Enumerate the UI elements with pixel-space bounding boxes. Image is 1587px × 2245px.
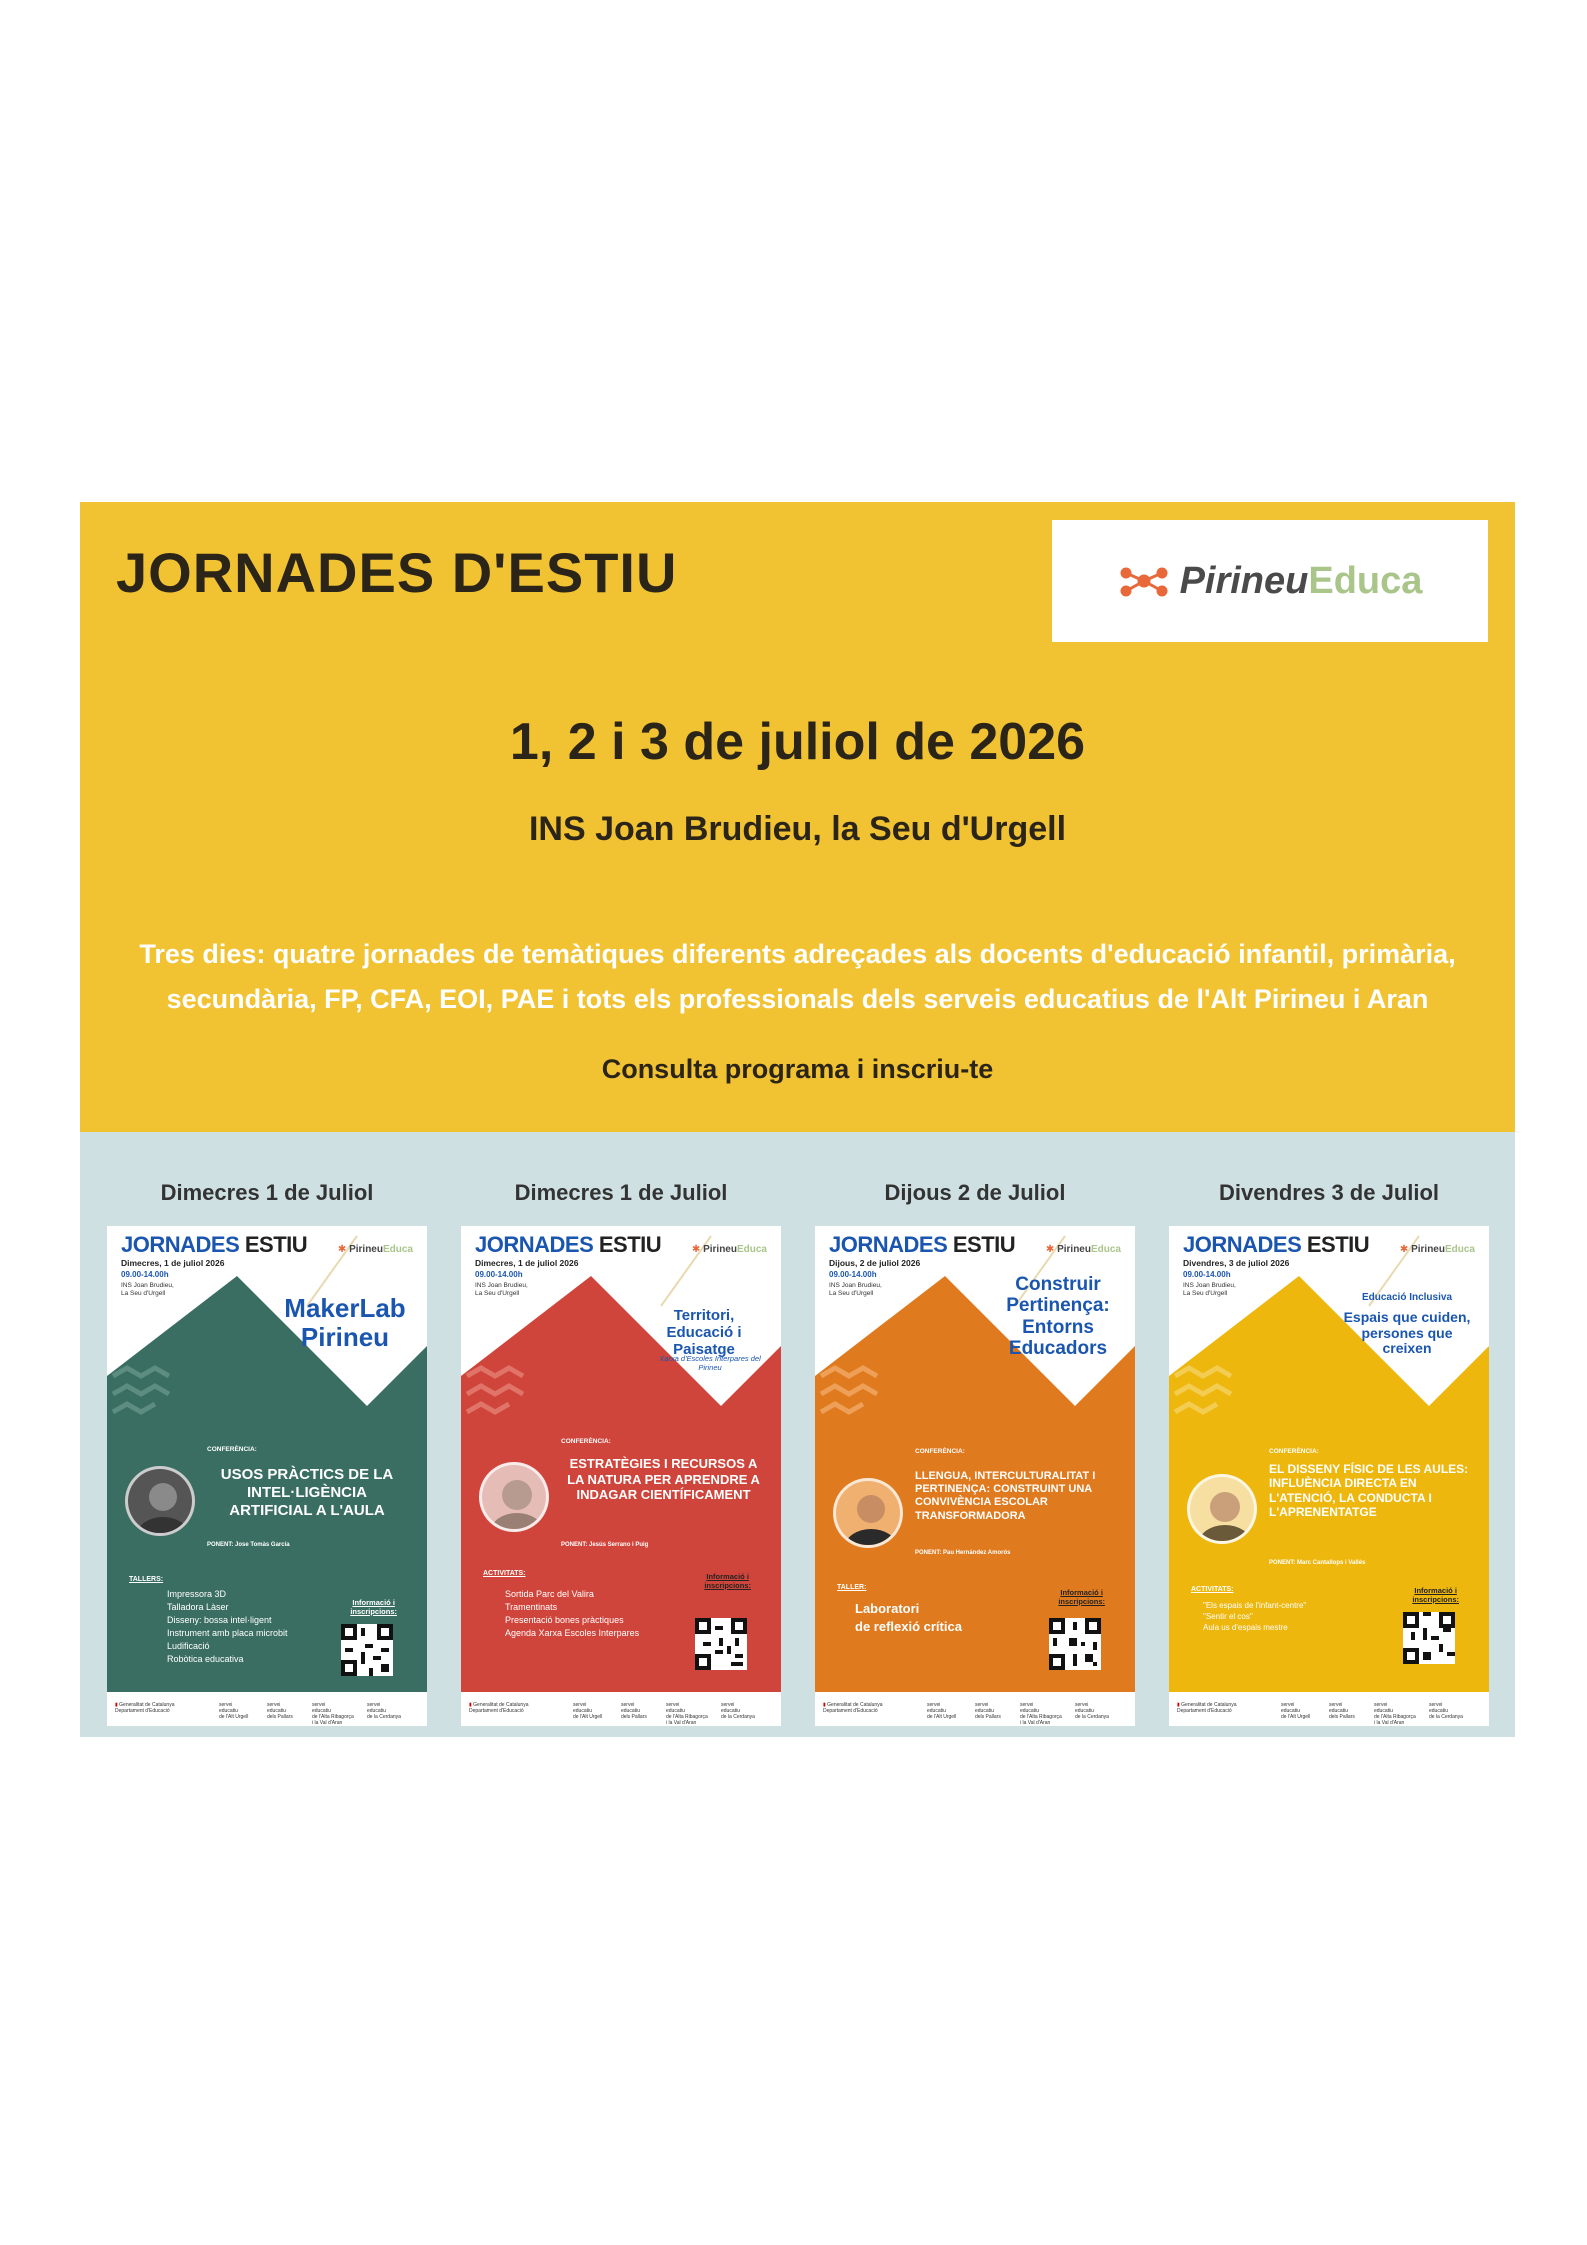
poster-theme: Territori, Educació i Paisatge (666, 1307, 742, 1358)
service-logo: servei educatiu dels Pallars (621, 1702, 647, 1720)
poster-footer (1169, 1692, 1489, 1726)
poster-title-b: ESTIU (1306, 1232, 1370, 1257)
poster-makerlab[interactable] (107, 1226, 427, 1726)
poster-title-a: JORNADES (829, 1232, 948, 1257)
poster-time: 09.00-14.00h (829, 1270, 877, 1279)
activity-item: Impressora 3D (167, 1589, 227, 1599)
poster-theme: Construir Pertinença: Entorns Educadors (1006, 1274, 1110, 1359)
service-logo: servei educatiu de l'Alta Ribagorça i la Val d'Aran (312, 1702, 354, 1726)
activity-item: de reflexió crítica (855, 1619, 962, 1634)
poster-activities (505, 1588, 639, 1640)
poster-conf-label: CONFERÈNCIA: (1269, 1448, 1319, 1455)
gencat-text: Generalitat de Catalunya Departament d'Educació (115, 1702, 175, 1714)
poster-talk: LLENGUA, INTERCULTURALITAT I PERTINENÇA: CONSTRUINT UNA CONVIVÈNCIA ESCOLAR TRANSFORMADORA (915, 1470, 1096, 1522)
service-logo: servei educatiu dels Pallars (975, 1702, 1001, 1720)
program-link[interactable]: Consulta programa i inscriu-te (601, 1054, 994, 1084)
poster-activities-label: ACTIVITATS: (1191, 1586, 1234, 1593)
poster-title-a: JORNADES (121, 1232, 240, 1257)
poster-place: INS Joan Brudieu, La Seu d'Urgell (121, 1282, 174, 1297)
poster-day: Divendres 3 de Juliol (1218, 1180, 1440, 1205)
logo-accent: Educa (1308, 559, 1423, 602)
poster-footer (461, 1692, 781, 1726)
gencat-logo: ▮ Generalitat de Catalunya Departament d'Educació (1177, 1702, 1237, 1714)
qr-code-icon[interactable] (1403, 1612, 1455, 1664)
poster-activities (855, 1600, 962, 1636)
poster-theme-pre: Educació Inclusiva (1361, 1292, 1453, 1303)
event-banner (80, 502, 1515, 1737)
poster-activities-label: TALLERS: (129, 1576, 164, 1583)
poster-place: INS Joan Brudieu, La Seu d'Urgell (829, 1282, 882, 1297)
poster-date: Dimecres, 1 de juliol 2026 (475, 1258, 579, 1268)
poster-place: INS Joan Brudieu, La Seu d'Urgell (475, 1282, 528, 1297)
service-logo: servei educatiu dels Pallars (267, 1702, 293, 1720)
service-logo: servei educatiu dels Pallars (1329, 1702, 1355, 1720)
qr-code-icon[interactable] (341, 1624, 393, 1676)
poster-title-a: JORNADES (1183, 1232, 1302, 1257)
poster-talk: USOS PRÀCTICS DE LA INTEL·LIGÈNCIA ARTIFICIAL A L'AULA (220, 1466, 394, 1519)
poster-logo-accent: Educa (382, 1244, 413, 1255)
poster-logo-main: Pirineu (703, 1244, 737, 1255)
poster-place: INS Joan Brudieu, La Seu d'Urgell (1183, 1282, 1236, 1297)
poster-info-label: Informació i inscripcions: (350, 1598, 397, 1616)
service-logo: servei educatiu de l'Alt Urgell (573, 1702, 603, 1720)
gencat-logo: ▮ Generalitat de Catalunya Departament d'Educació (469, 1702, 529, 1714)
poster-logo-accent: Educa (736, 1244, 767, 1255)
poster-time: 09.00-14.00h (475, 1270, 523, 1279)
poster-date: Divendres, 3 de juliol 2026 (1183, 1258, 1290, 1268)
poster-speaker: PONENT: Jose Tomàs Garcia (207, 1542, 290, 1548)
poster-conf-label: CONFERÈNCIA: (915, 1448, 965, 1455)
poster-logo-accent: Educa (1090, 1244, 1121, 1255)
poster-title (1183, 1232, 1369, 1258)
poster-day: Dijous 2 de Juliol (884, 1180, 1066, 1205)
service-logo: servei educatiu de l'Alta Ribagorça i la Val d'Aran (666, 1702, 708, 1726)
poster-time: 09.00-14.00h (1183, 1270, 1231, 1279)
gencat-text: Generalitat de Catalunya Departament d'Educació (469, 1702, 529, 1714)
poster-date: Dimecres, 1 de juliol 2026 (121, 1258, 225, 1268)
service-logo: servei educatiu de la Cerdanya (1075, 1702, 1109, 1720)
poster-territori[interactable] (461, 1226, 781, 1726)
network-icon (1118, 563, 1170, 599)
gencat-logo: ▮ Generalitat de Catalunya Departament d'Educació (115, 1702, 175, 1714)
poster-logo: ✱ PirineuEduca (1045, 1244, 1121, 1255)
poster-logo: ✱ PirineuEduca (691, 1244, 767, 1255)
poster-conf-label: CONFERÈNCIA: (207, 1446, 257, 1453)
poster-info-label: Informació i inscripcions: (1412, 1586, 1459, 1604)
service-logo: servei educatiu de l'Alt Urgell (219, 1702, 249, 1720)
poster-theme: Espais que cuiden, persones que creixen (1343, 1309, 1471, 1357)
poster-talk: ESTRATÈGIES I RECURSOS A LA NATURA PER APRENDRE A INDAGAR CIENTÍFICAMENT (567, 1456, 760, 1503)
activity-item: Tramentinats (505, 1602, 558, 1612)
pirineu-educa-logo (1052, 520, 1488, 642)
activity-item: Aula us d'espais mestre (1203, 1623, 1288, 1632)
poster-pertinenca[interactable] (815, 1226, 1135, 1726)
poster-theme-sub: Xarxa d'Escoles Interpares del Pirineu (659, 1354, 761, 1372)
activity-item: Sortida Parc del Valira (505, 1589, 594, 1599)
event-description: Tres dies: quatre jornades de temàtiques diferents adreçades als docents d'educació infantil, primària, secundària, FP, CFA, EOI, PAE i tots els professionals dels serveis educatius de l'Alt Pirineu i Aran (139, 939, 1456, 1014)
speaker-photo (479, 1462, 549, 1532)
service-logo: servei educatiu de l'Alt Urgell (1281, 1702, 1311, 1720)
qr-code-icon[interactable] (695, 1618, 747, 1670)
service-logo: servei educatiu de l'Alt Urgell (927, 1702, 957, 1720)
poster-title-b: ESTIU (598, 1232, 662, 1257)
activity-item: "Els espais de l'infant-centre" (1203, 1601, 1307, 1610)
service-logo: servei educatiu de la Cerdanya (1429, 1702, 1463, 1720)
activity-item: Laboratori (855, 1601, 920, 1616)
qr-code-icon[interactable] (1049, 1618, 1101, 1670)
poster-logo-main: Pirineu (1411, 1244, 1445, 1255)
poster-speaker: PONENT: Pau Hernández Amorós (915, 1550, 1011, 1556)
gencat-text: Generalitat de Catalunya Departament d'Educació (1177, 1702, 1237, 1714)
poster-logo: ✱ PirineuEduca (1399, 1244, 1475, 1255)
event-dates: 1, 2 i 3 de juliol de 2026 (509, 713, 1086, 771)
poster-logo-accent: Educa (1444, 1244, 1475, 1255)
gencat-text: Generalitat de Catalunya Departament d'Educació (823, 1702, 883, 1714)
activity-item: "Sentir el cos" (1203, 1612, 1253, 1621)
event-venue: INS Joan Brudieu, la Seu d'Urgell (528, 810, 1067, 848)
activity-item: Instrument amb placa microbit (167, 1628, 288, 1638)
poster-activities-label: ACTIVITATS: (483, 1570, 526, 1577)
poster-activities (1203, 1600, 1306, 1633)
logo-text: Pirineu (1179, 559, 1309, 602)
poster-footer (815, 1692, 1135, 1726)
activity-item: Agenda Xarxa Escoles Interpares (505, 1628, 640, 1638)
poster-title (475, 1232, 661, 1258)
page-title: JORNADES D'ESTIU (116, 541, 678, 604)
poster-activities-label: TALLER: (837, 1584, 867, 1591)
posters-panel (80, 1132, 1515, 1737)
service-logo: servei educatiu de la Cerdanya (721, 1702, 755, 1720)
poster-date: Dijous, 2 de juliol 2026 (829, 1258, 921, 1268)
poster-day: Dimecres 1 de Juliol (514, 1180, 728, 1205)
poster-speaker: PONENT: Marc Cantallops i Vallès (1269, 1560, 1366, 1566)
poster-title-b: ESTIU (244, 1232, 308, 1257)
poster-theme: MakerLab Pirineu (284, 1293, 406, 1353)
service-logo: servei educatiu de l'Alta Ribagorça i la Val d'Aran (1020, 1702, 1062, 1726)
activity-item: Disseny: bossa intel·ligent (167, 1615, 272, 1625)
service-logo: servei educatiu de la Cerdanya (367, 1702, 401, 1720)
speaker-photo (125, 1466, 195, 1536)
poster-title-b: ESTIU (952, 1232, 1016, 1257)
poster-inclusiva[interactable] (1169, 1226, 1489, 1726)
speaker-photo (1187, 1474, 1257, 1544)
poster-time: 09.00-14.00h (121, 1270, 169, 1279)
speaker-photo (833, 1478, 903, 1548)
activity-item: Talladora Làser (167, 1602, 229, 1612)
poster-logo-main: Pirineu (1057, 1244, 1091, 1255)
service-logo: servei educatiu de l'Alta Ribagorça i la Val d'Aran (1374, 1702, 1416, 1726)
poster-conf-label: CONFERÈNCIA: (561, 1438, 611, 1445)
poster-talk: EL DISSENY FÍSIC DE LES AULES: INFLUÈNCIA DIRECTA EN L'ATENCIÓ, LA CONDUCTA I L'APRENENTATGE (1269, 1462, 1469, 1520)
poster-title (829, 1232, 1015, 1258)
poster-footer (107, 1692, 427, 1726)
activity-item: Robòtica educativa (167, 1654, 244, 1664)
activity-item: Presentació bones pràctiques (505, 1615, 624, 1625)
poster-logo: ✱ PirineuEduca (337, 1244, 413, 1255)
activity-item: Ludificació (167, 1641, 210, 1651)
header-panel (80, 502, 1515, 1132)
poster-logo-main: Pirineu (349, 1244, 383, 1255)
poster-speaker: PONENT: Jesús Serrano i Puig (561, 1542, 649, 1548)
poster-title (121, 1232, 307, 1258)
poster-info-label: Informació i inscripcions: (1058, 1588, 1105, 1606)
poster-day: Dimecres 1 de Juliol (160, 1180, 374, 1205)
poster-activities (167, 1588, 288, 1666)
poster-info-label: Informació i inscripcions: (704, 1572, 751, 1590)
poster-title-a: JORNADES (475, 1232, 594, 1257)
gencat-logo: ▮ Generalitat de Catalunya Departament d'Educació (823, 1702, 883, 1714)
